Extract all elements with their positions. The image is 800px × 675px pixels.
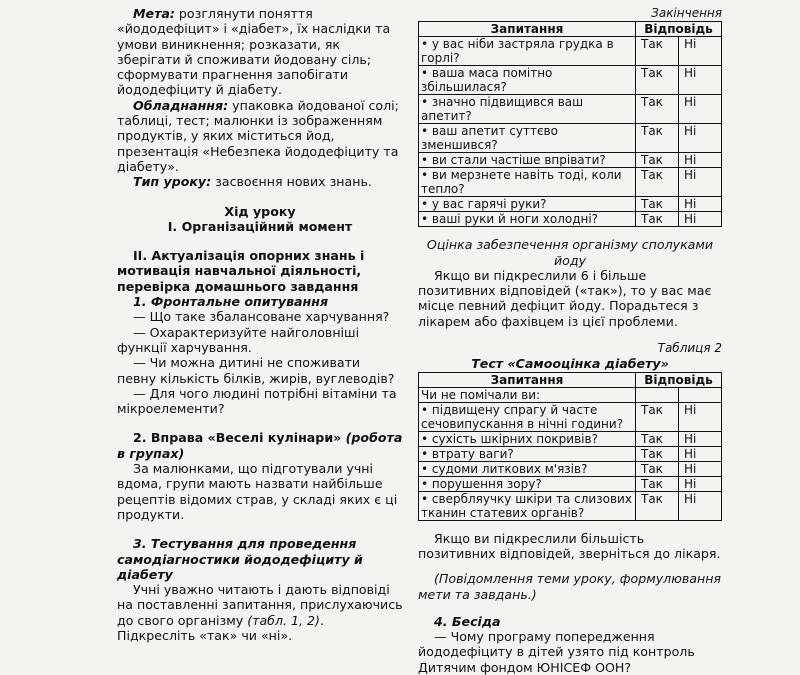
answer-yes[interactable]: Так — [636, 402, 679, 431]
table-row — [419, 153, 722, 168]
answer-no[interactable]: Ні — [679, 446, 722, 461]
question-cell: • порушення зору? — [419, 476, 636, 491]
table-row — [419, 431, 722, 446]
question-cell: • підвищену спрагу й часте сечовипускання в нічні години? — [419, 402, 636, 431]
lesson-equipment — [117, 98, 403, 174]
table-intro-cell: Чи не помічали ви: — [419, 387, 636, 402]
question-cell: • ваші руки й ноги холодні? — [419, 212, 636, 227]
answer-yes[interactable]: Так — [636, 491, 679, 520]
answer-yes[interactable]: Так — [636, 476, 679, 491]
right-column — [418, 6, 722, 675]
assessment-title: Оцінка забезпечення організму сполуками йоду — [426, 237, 714, 268]
survey-question: — Охарактеризуйте найголовніші функції харчування. — [117, 324, 360, 355]
table-row — [419, 461, 722, 476]
frontal-survey-heading: 1. Фронтальне опитування — [133, 294, 329, 310]
answer-no[interactable]: Ні — [679, 95, 722, 124]
type-text: засвоєння нових знань. — [211, 174, 372, 190]
diabetes-test-title: Тест «Самооцінка діабету» — [471, 356, 669, 372]
question-cell: • у вас ніби застряла грудка в горлі? — [419, 37, 636, 66]
question-cell: • судоми литкових м'язів? — [419, 461, 636, 476]
topic-note: (Повідомлення теми уроку, формулювання мети та завдань.) — [418, 571, 722, 602]
diabetes-table — [418, 372, 722, 521]
table2-caption: Таблиця 2 — [657, 341, 722, 356]
answer-no[interactable]: Ні — [679, 491, 722, 520]
answer-yes[interactable]: Так — [636, 37, 679, 66]
table-header-question: Запитання — [419, 372, 636, 387]
section-organization: I. Організаційний момент — [167, 218, 353, 234]
answer-no[interactable]: Ні — [679, 124, 722, 153]
exercise-text: За малюнками, що підготували учні вдома, групи мають назвати найбільше рецептів відомих страв, у складі яких є ці продукти. — [117, 461, 398, 522]
table-row — [419, 402, 722, 431]
survey-question: — Чи можна дитині не споживати певну кількість білків, жирів, вуглеводів? — [117, 355, 395, 386]
testing-text: Учні уважно читають і дають відповіді на поставленні запитання, прислухаючись до свого організму (табл. 1, 2). Підкресліть «так» чи «ні». — [117, 582, 403, 643]
answer-yes[interactable]: Так — [636, 431, 679, 446]
answer-no[interactable]: Ні — [679, 431, 722, 446]
lesson-heading: Хід уроку — [224, 203, 296, 219]
table-header-question: Запитання — [419, 22, 636, 37]
lesson-type — [117, 174, 403, 189]
table-row — [419, 124, 722, 153]
table-continuation-caption: Закінчення — [651, 6, 722, 20]
survey-question: — Що таке збалансоване харчування? — [133, 309, 390, 325]
answer-yes[interactable]: Так — [636, 461, 679, 476]
question-cell: • ви стали частіше впрівати? — [419, 153, 636, 168]
assessment-text: Якщо ви підкреслили 6 і більше позитивних відповідей («так»), то у вас має місце певний дефіцит йоду. Порадьтеся з лікарем або фахівцем із цієї проблеми. — [418, 267, 712, 329]
answer-yes[interactable]: Так — [636, 124, 679, 153]
table-header-answer: Відповідь — [636, 372, 722, 387]
answer-no[interactable]: Ні — [679, 402, 722, 431]
answer-yes[interactable]: Так — [636, 153, 679, 168]
lesson-goal — [117, 6, 403, 98]
question-cell: • свербляучку шкіри та слизових тканин статевих органів? — [419, 491, 636, 520]
equipment-text: упаковка йодованої солі; таблиці, тест; малюнки із зображенням продуктів, у яких міститься йод, презентація «Небезпека йододефіциту та діабету». — [117, 97, 399, 174]
answer-yes[interactable]: Так — [636, 66, 679, 95]
answer-no[interactable]: Ні — [679, 197, 722, 212]
question-cell: • втрату ваги? — [419, 446, 636, 461]
answer-yes[interactable]: Так — [636, 168, 679, 197]
answer-yes[interactable]: Так — [636, 95, 679, 124]
table-row — [419, 66, 722, 95]
table-row — [419, 95, 722, 124]
question-cell: • значно підвищився ваш апетит? — [419, 95, 636, 124]
table-row — [419, 476, 722, 491]
answer-no[interactable]: Ні — [679, 476, 722, 491]
left-column — [117, 6, 403, 643]
survey-question: — Для чого людині потрібні вітаміни та мікроелементи? — [117, 385, 397, 417]
answer-yes[interactable]: Так — [636, 446, 679, 461]
diabetes-conclusion: Якщо ви підкреслили більшість позитивних відповідей, зверніться до лікаря. — [418, 530, 721, 561]
answer-no[interactable]: Ні — [679, 153, 722, 168]
answer-yes[interactable]: Так — [636, 197, 679, 212]
question-cell: • ваша маса помітно збільшилася? — [419, 66, 636, 95]
iodine-deficiency-table — [418, 21, 722, 227]
table-row — [419, 37, 722, 66]
answer-no[interactable]: Ні — [679, 37, 722, 66]
answer-no[interactable]: Ні — [679, 66, 722, 95]
table-row — [419, 212, 722, 227]
exercise-heading: 2. Вправа «Веселі кулінари» (робота в групах) — [117, 430, 403, 461]
answer-no[interactable]: Ні — [679, 461, 722, 476]
answer-no[interactable]: Ні — [679, 212, 722, 227]
conversation-heading: 4. Бесіда — [434, 613, 501, 629]
equipment-label: Обладнання: — [133, 97, 229, 113]
question-cell: • ваш апетит суттєво зменшився? — [419, 124, 636, 153]
section-actualization: II. Актуалізація опорних знань і мотивація навчальної діяльності, перевірка домашнього завдання — [117, 248, 365, 294]
type-label: Тип уроку: — [133, 174, 212, 190]
testing-heading: 3. Тестування для проведення самодіагностики йододефіциту й діабету — [117, 536, 363, 582]
goal-text: розглянути поняття «йододефіцит» і «діабет», їх наслідки та умови виникнення; розказати, як зберігати й споживати йодовану сіль; сформувати прагнення запобігати йододефіциту й діабету. — [117, 6, 391, 98]
question-cell: • у вас гарячі руки? — [419, 197, 636, 212]
table-row — [419, 197, 722, 212]
table-row — [419, 446, 722, 461]
table-header-answer: Відповідь — [636, 22, 722, 37]
question-cell: • ви мерзнете навіть тоді, коли тепло? — [419, 168, 636, 197]
table-row — [419, 168, 722, 197]
goal-label: Мета: — [133, 6, 175, 21]
conversation-question: — Чому програму попередження йододефіциту в дітей узято під контроль Дитячим фондом ЮНІСЕФ ООН? — [418, 629, 695, 675]
answer-no[interactable]: Ні — [679, 168, 722, 197]
table-row — [419, 491, 722, 520]
question-cell: • сухість шкірних покривів? — [419, 431, 636, 446]
answer-yes[interactable]: Так — [636, 212, 679, 227]
